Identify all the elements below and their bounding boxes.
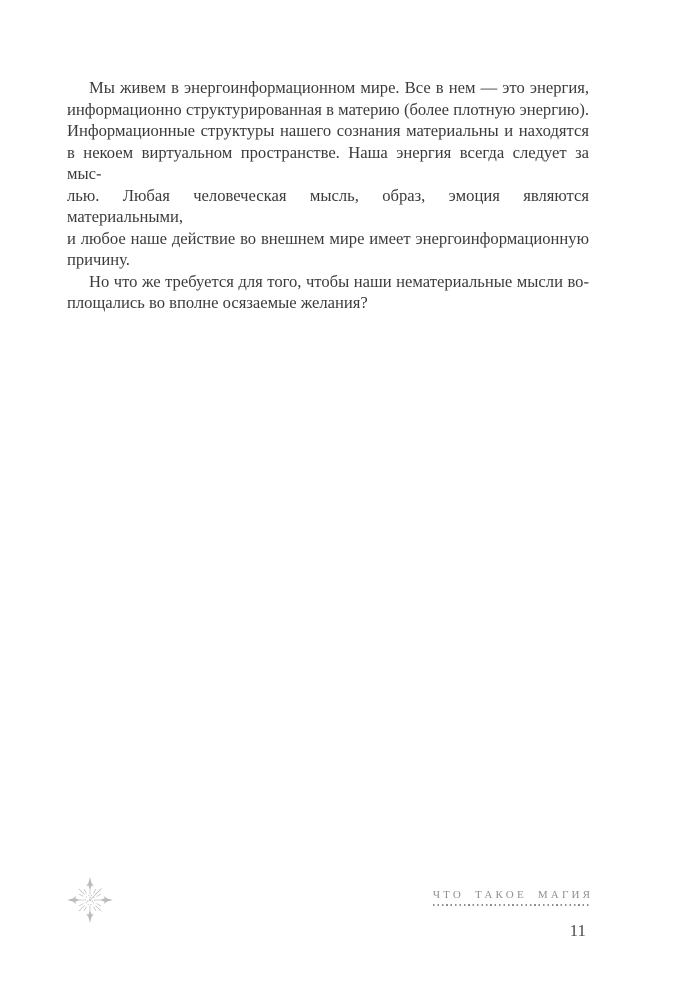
paragraph — [67, 271, 589, 314]
paragraph — [67, 77, 589, 271]
text-line: лью. Любая человеческая мысль, образ, эмоция являются материальными, — [67, 185, 589, 226]
text-line: информационно структурированная в материю (более плотную энергию). — [67, 99, 589, 119]
text-line: Мы живем в энергоинформационном мире. Все в нем — это энергия, — [89, 78, 589, 97]
text-line: и любое наше действие во внешнем мире имеет энергоинформационную — [67, 228, 589, 248]
running-footer-title: ЧТО ТАКОЕ МАГИЯ — [432, 889, 594, 901]
compass-rose-ornament-icon — [66, 876, 114, 924]
dotted-rule — [433, 904, 590, 906]
text-line: площались во вполне осязаемые желания? — [67, 293, 368, 312]
page-number: 11 — [569, 921, 586, 940]
text-line: Но что же требуется для того, чтобы наши нематериальные мысли во- — [89, 271, 589, 291]
body-text — [67, 77, 589, 314]
running-footer — [432, 889, 594, 906]
text-line: Информационные структуры нашего сознания материальны и находятся — [67, 121, 589, 140]
text-line: причину. — [67, 250, 130, 269]
text-line: в некоем виртуальном пространстве. Наша энергия всегда следует за мыс- — [67, 142, 589, 183]
